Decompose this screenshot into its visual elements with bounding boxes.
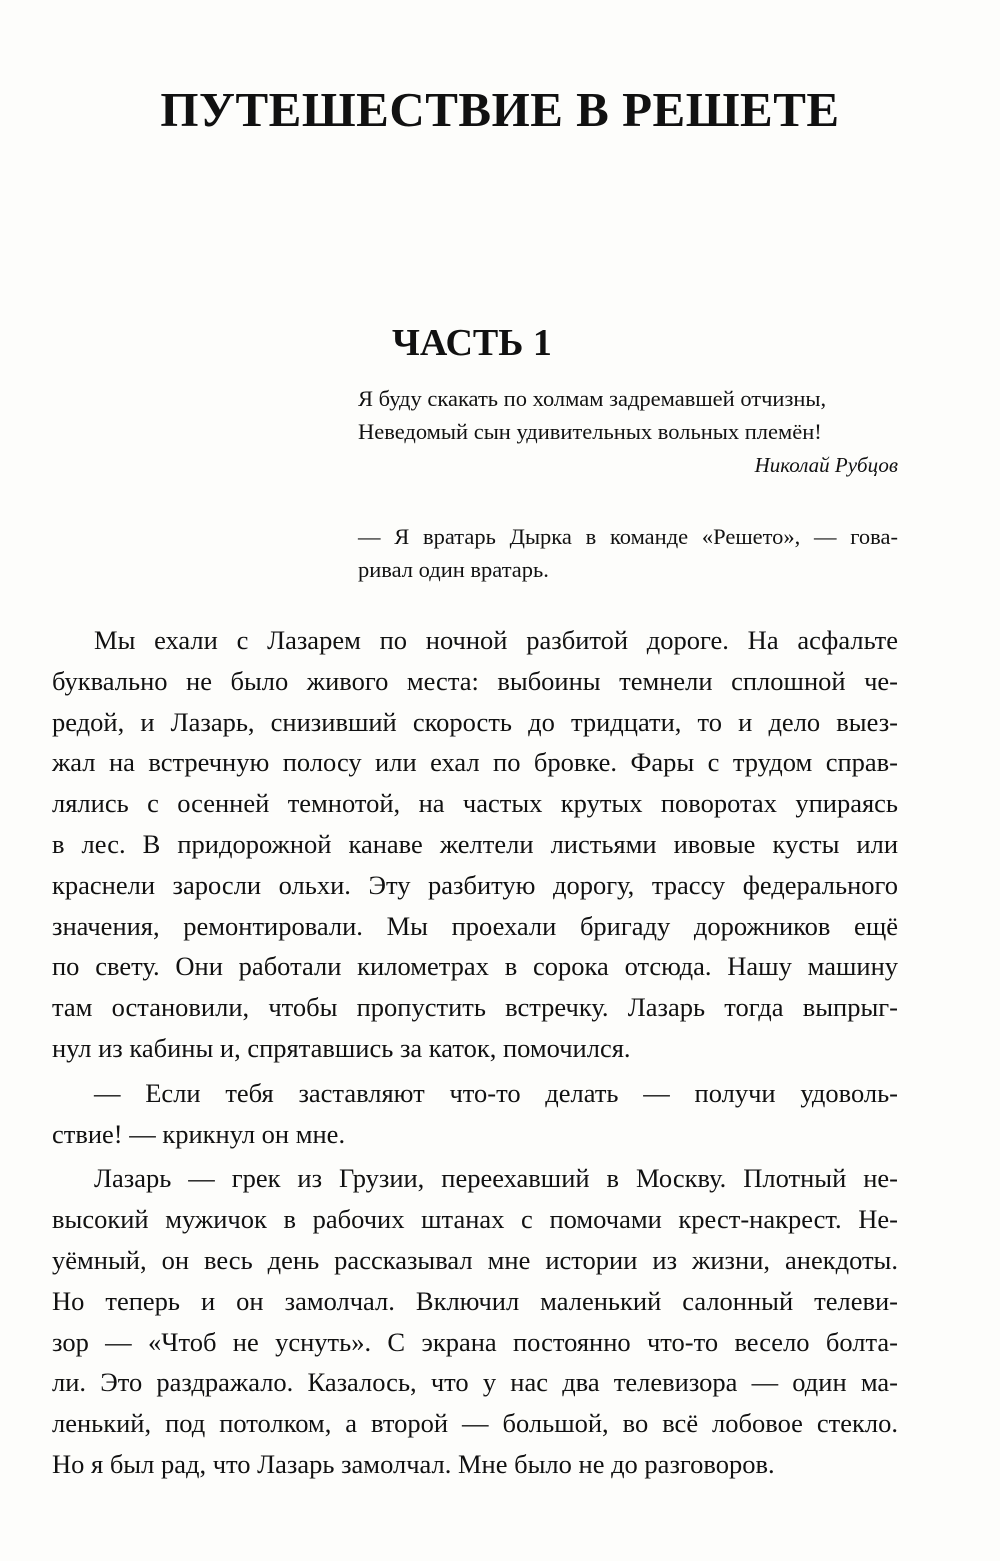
- text-line: жал на встречную полосу или ехал по бровке. Фары с трудом справ-: [52, 747, 898, 778]
- epigraph-poem: [358, 382, 898, 482]
- text-line: буквально не было живого места: выбоины темнели сплошной че-: [52, 665, 898, 696]
- text-line: зор — «Чтоб не уснуть». С экрана постоянно что-то весело болта-: [52, 1326, 898, 1357]
- epigraph-quote-line: ривал один вратарь.: [358, 557, 549, 582]
- text-line: краснели заросли ольхи. Эту разбитую дорогу, трассу федерального: [52, 869, 898, 900]
- text-line: высокий мужичок в рабочих штанах с помочами крест-накрест. Не-: [52, 1204, 898, 1235]
- book-title: ПУТЕШЕСТВИЕ В РЕШЕТЕ: [160, 82, 840, 137]
- epigraph-quote: [358, 520, 898, 586]
- text-line: Мы ехали с Лазарем по ночной разбитой дороге. На асфальте: [94, 625, 898, 655]
- text-line: Но теперь и он замолчал. Включил маленький салонный телеви-: [52, 1285, 898, 1316]
- part-title: ЧАСТЬ 1: [392, 322, 552, 364]
- text-line: ленький, под потолком, а второй — большой, во всё лобовое стекло.: [52, 1408, 898, 1439]
- epigraph-line: Неведомый сын удивительных вольных племён!: [358, 419, 822, 444]
- epigraph-line: Я буду скакать по холмам задремавшей отчизны,: [358, 386, 827, 411]
- text-line: значения, ремонтировали. Мы проехали бригаду дорожников ещё: [52, 910, 898, 941]
- text-line: ствие! — крикнул он мне.: [52, 1118, 346, 1149]
- text-line: Но я был рад, что Лазарь замолчал. Мне было не до разговоров.: [52, 1448, 775, 1479]
- text-line: лялись с осенней темнотой, на частых крутых поворотах упираясь: [52, 788, 898, 819]
- epigraph-author: Николай Рубцов: [754, 453, 898, 477]
- text-line: редой, и Лазарь, снизивший скорость до тридцати, то и дело выез-: [52, 706, 898, 737]
- epigraph-quote-line: — Я вратарь Дырка в команде «Решето», — гова-: [358, 524, 898, 549]
- body-text: [52, 620, 898, 1485]
- text-line: — Если тебя заставляют что-то делать — получи удоволь-: [94, 1077, 898, 1108]
- text-line: по свету. Они работали километрах в сорока отсюда. Нашу машину: [52, 951, 898, 982]
- text-line: в лес. В придорожной канаве желтели листьями ивовые кусты или: [52, 828, 898, 859]
- text-line: там остановили, чтобы пропустить встречку. Лазарь тогда выпрыг-: [52, 992, 898, 1023]
- text-line: ли. Это раздражало. Казалось, что у нас два телевизора — один ма-: [52, 1367, 898, 1398]
- text-line: Лазарь — грек из Грузии, переехавший в Москву. Плотный не-: [94, 1163, 898, 1194]
- text-line: уёмный, он весь день рассказывал мне истории из жизни, анекдоты.: [52, 1244, 898, 1275]
- text-line: нул из кабины и, спрятавшись за каток, помочился.: [52, 1032, 631, 1063]
